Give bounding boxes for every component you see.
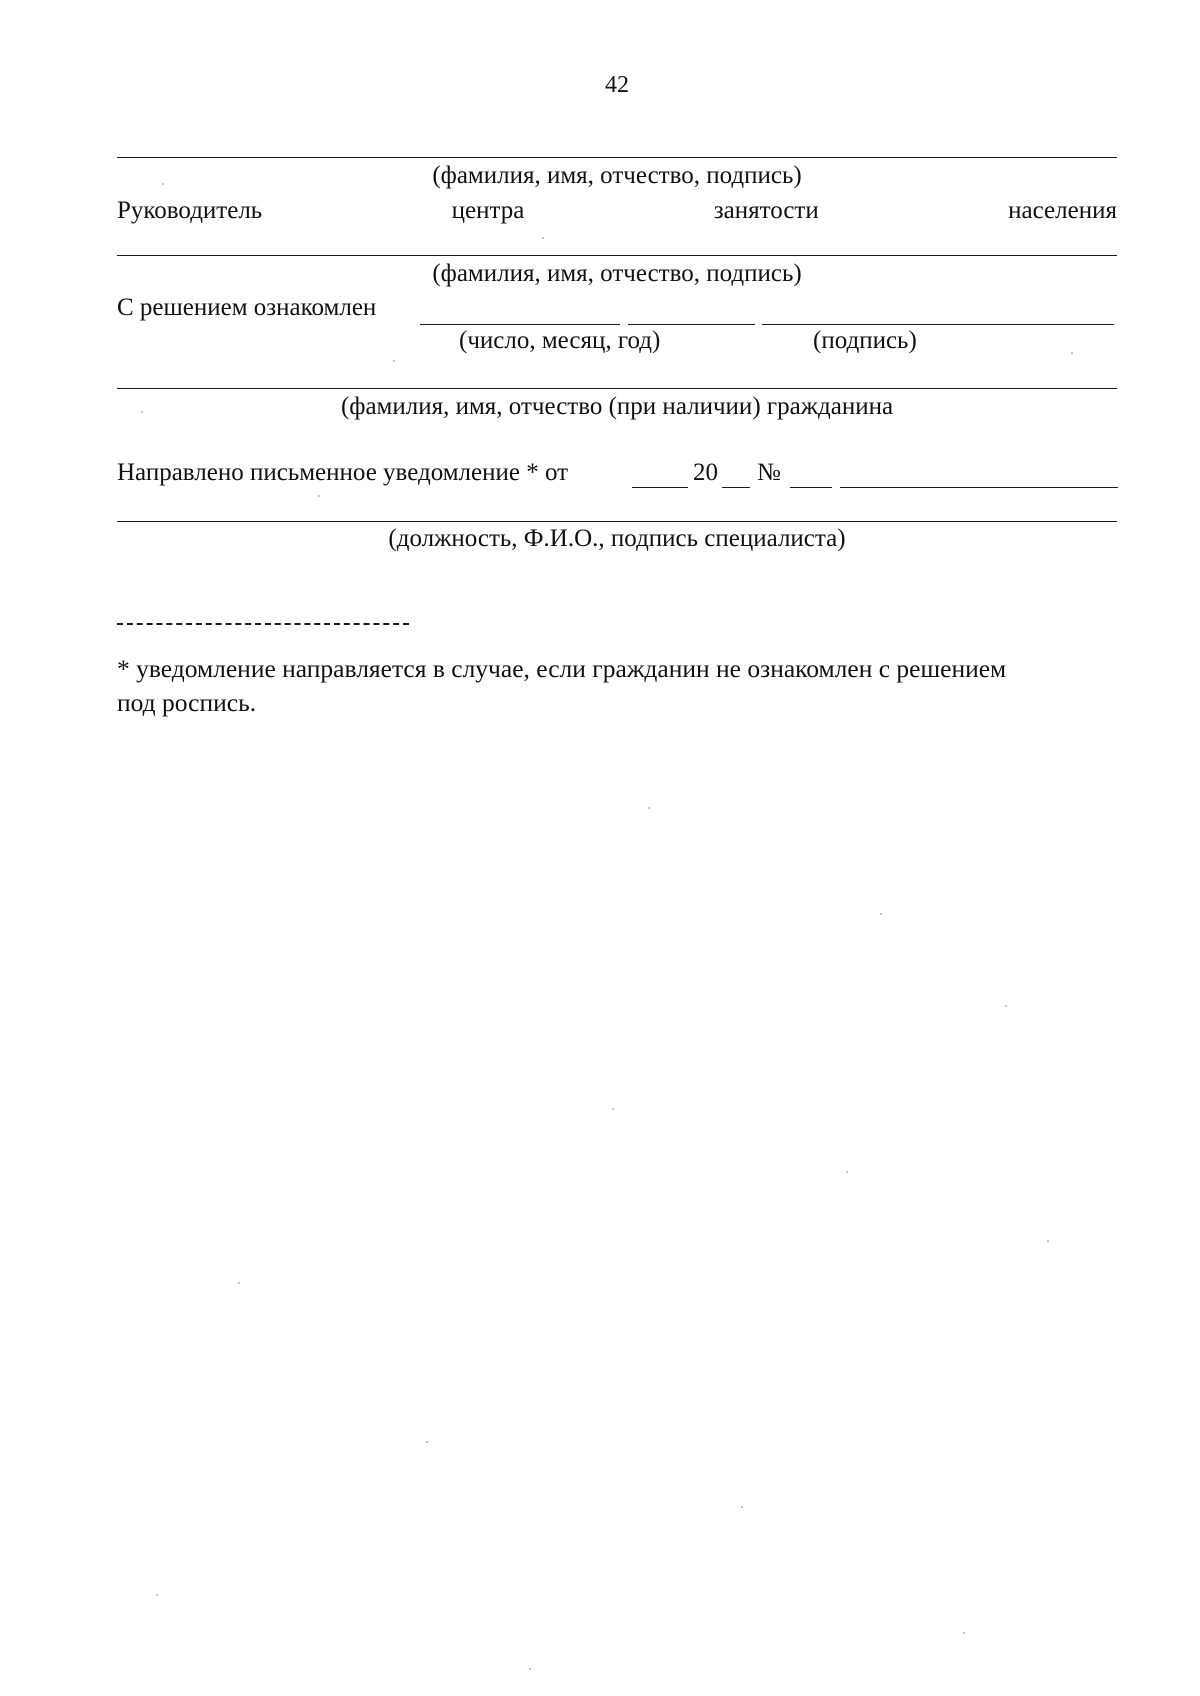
notice-day-line[interactable]: [632, 487, 688, 488]
acquainted-label: С решением ознакомлен: [117, 294, 377, 321]
scan-speck: [393, 360, 395, 362]
scan-speck: [162, 183, 164, 185]
footnote-line-1: * уведомление направляется в случае, если гражданин не ознакомлен с решением: [117, 654, 1007, 683]
scan-speck: [612, 1108, 614, 1110]
scan-speck: [880, 913, 882, 915]
specialist-line[interactable]: [117, 521, 1117, 522]
scan-speck: [846, 1171, 848, 1173]
scan-speck: [741, 1506, 743, 1508]
head-word-4: населения: [1008, 197, 1117, 224]
scan-speck: [963, 1632, 965, 1634]
scan-speck: [426, 1441, 428, 1443]
specialist-caption: (должность, Ф.И.О., подпись специалиста): [388, 525, 846, 552]
scan-speck: [648, 807, 650, 809]
scan-speck: [141, 411, 143, 413]
fio-signature-caption-1: (фамилия, имя, отчество, подпись): [432, 162, 802, 189]
citizen-fio-line[interactable]: [117, 388, 1117, 389]
footnote-line-2: под роспись.: [117, 688, 257, 717]
acquainted-signature-line[interactable]: [762, 324, 1114, 325]
notice-label: Направлено письменное уведомление * от: [117, 459, 569, 486]
footnote-separator: [117, 623, 409, 625]
acquainted-date-line[interactable]: [420, 324, 620, 325]
notice-year-line[interactable]: [722, 487, 750, 488]
scan-speck: [542, 237, 544, 239]
notice-number-sign: №: [757, 459, 781, 486]
fio-signature-caption-2: (фамилия, имя, отчество, подпись): [432, 260, 802, 287]
scan-speck: [1071, 352, 1073, 354]
scan-speck: [529, 1668, 531, 1670]
fio-signature-line-1: [117, 157, 1117, 158]
citizen-fio-caption: (фамилия, имя, отчество (при наличии) гражданина: [340, 393, 894, 420]
notice-year-prefix: 20: [693, 459, 718, 486]
signature-caption: (подпись): [813, 327, 917, 354]
notice-extra-line[interactable]: [840, 487, 1118, 488]
date-caption: (число, месяц, год): [459, 327, 661, 354]
scan-speck: [238, 1282, 240, 1284]
head-of-center-row: [117, 197, 1117, 225]
scan-speck: [318, 495, 320, 497]
scan-speck: [156, 1594, 158, 1596]
head-word-1: Руководитель: [117, 197, 263, 224]
page-number: 42: [605, 72, 629, 98]
acquainted-date-line-2[interactable]: [628, 324, 755, 325]
scan-speck: [1047, 1240, 1049, 1242]
fio-signature-line-2: [117, 255, 1117, 256]
scan-speck: [1005, 1005, 1007, 1007]
head-word-2: центра: [451, 197, 525, 224]
notice-number-line[interactable]: [790, 487, 832, 488]
head-word-3: занятости: [713, 197, 819, 224]
